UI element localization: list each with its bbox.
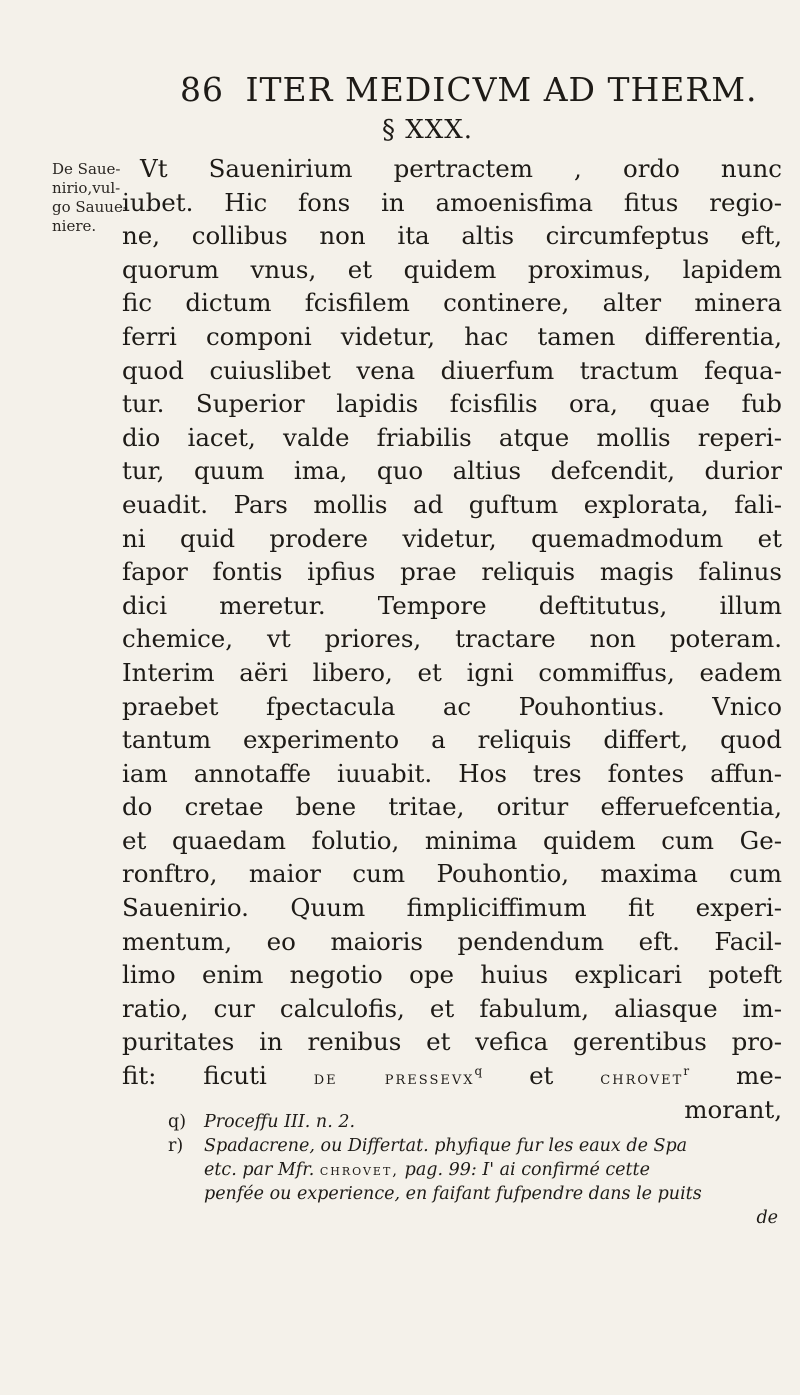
text-line: dici meretur. Tempore deftitutus, illum [122,590,782,620]
footnote-fragment: pag. 99: I' ai confirmé cette [404,1160,650,1180]
text-line: tur, quum ima, quo altius defcendit, durior [122,456,782,486]
body-text [122,152,782,1126]
text-line: do cretae bene tritae, oritur efferuefcentia, [122,792,782,822]
text-line: tantum experimento a reliquis differt, quod [122,725,782,755]
footnote-ref-r[interactable]: r [683,1064,690,1079]
page-number: 86 [180,70,224,109]
text-line: iam annotaffe iuuabit. Hos tres fontes affun- [122,758,782,788]
footnote-r [168,1134,778,1230]
footnote-line: Spadacrene, ou Differtat. phyfique fur les eaux de Spa [204,1136,688,1156]
footnote-text: Proceffu III. n. 2. [204,1112,356,1132]
text-line: tur. Superior lapidis fcisfilis ora, quae fub [122,389,782,419]
footnote-line: penfée ou experience, en faifant fufpendre dans le puits [204,1184,702,1204]
footnote-q [168,1110,778,1134]
catchword: de [756,1208,778,1228]
text-line: limo enim negotio ope huius explicari poteft [122,960,782,990]
text-line: Sauenirio. Quum fimpliciffimum fit experi- [122,893,782,923]
footnote-mark: r) [168,1136,184,1156]
text-line: quod cuiuslibet vena diuerfum tractum fequa- [122,355,782,385]
text-line: chemice, vt priores, tractare non poteram. [122,624,782,654]
text-line: praebet fpectacula ac Pouhontius. Vnico [122,691,782,721]
running-title: ITER MEDICVM AD THERM. [245,70,758,109]
text-line-citations [122,1059,782,1093]
text-line: fic dictum fcisfilem continere, alter minera [122,288,782,318]
section-heading: § XXX. [381,115,474,145]
margin-note-line: nirio,vul- [52,179,121,197]
text-line: ne, collibus non ita altis circumfeptus eft, [122,221,782,251]
text-line: quorum vnus, et quidem proximus, lapidem [122,254,782,284]
footnote-ref-q[interactable]: q [474,1064,483,1079]
footnote-fragment: etc. par Mfr. [204,1160,315,1180]
margin-note [52,160,128,236]
margin-note-line: niere. [52,217,97,235]
author-name: chrovet [600,1067,684,1090]
text-line: ratio, cur calculofis, et fabulum, aliasque im- [122,993,782,1023]
footnote-line [204,1158,778,1182]
text-line: et quaedam folutio, minima quidem cum Ge- [122,825,782,855]
footnotes [168,1110,778,1230]
text-line: dio iacet, valde friabilis atque mollis reperi- [122,422,782,452]
margin-note-line: go Sauue- [52,198,128,216]
text-line: mentum, eo maioris pendendum eft. Facil- [122,926,782,956]
text-line: morant, [684,1094,782,1124]
text-line: Vt Sauenirium pertractem , ordo nunc [140,154,782,183]
text-line: ronftro, maior cum Pouhontio, maxima cum [122,859,782,889]
text-fragment: fit: ficuti [122,1061,267,1091]
text-line: fapor fontis ipfius prae reliquis magis falinus [122,557,782,587]
text-line: puritates in renibus et vefica gerentibus pro- [122,1027,782,1057]
author-name: chrovet, [319,1161,400,1179]
text-fragment: et [529,1061,554,1091]
author-name: de pressevx [313,1067,475,1090]
margin-note-line: De Saue- [52,160,121,178]
footnote-mark: q) [168,1112,187,1132]
text-line: ferri componi videtur, hac tamen differentia, [122,321,782,351]
running-header [180,70,760,109]
text-line: Interim aëri libero, et igni commiffus, eadem [122,657,782,687]
text-line: ni quid prodere videtur, quemadmodum et [122,523,782,553]
text-line: euadit. Pars mollis ad guftum explorata, fali- [122,489,782,519]
text-fragment: me- [735,1061,782,1091]
text-line: iubet. Hic fons in amoenisfima fitus regio- [122,187,782,217]
